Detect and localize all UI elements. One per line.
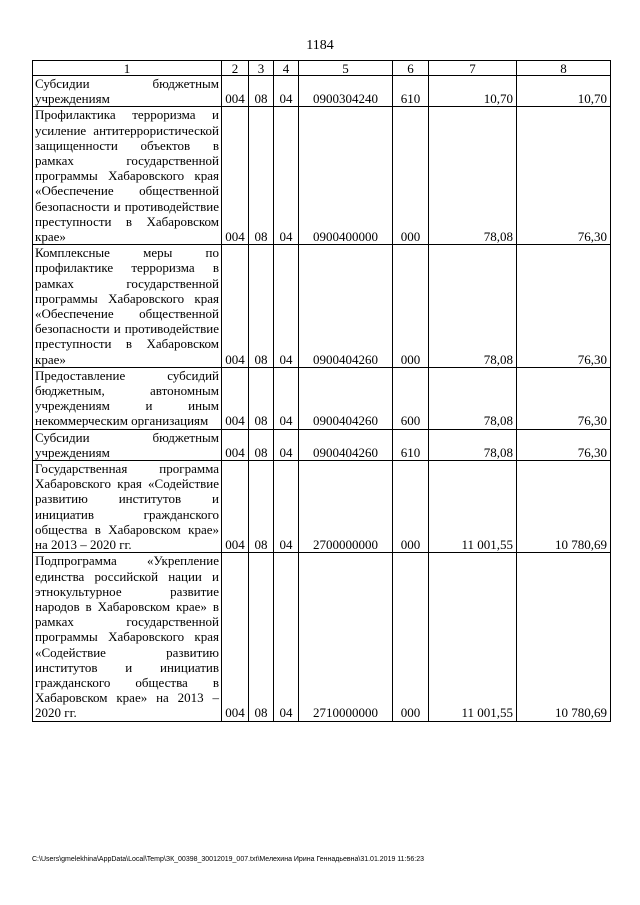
row-name: Комплексные меры по профилактике терроризма в рамках государственной программы Хабаровского края «Обеспечение общественной безопасности и противодействие преступности в Хабаровском крае» xyxy=(33,245,222,368)
cell-code-3: 08 xyxy=(249,429,274,460)
budget-table xyxy=(32,60,611,722)
cell-amount-8: 76,30 xyxy=(517,367,611,429)
column-header: 6 xyxy=(393,61,429,76)
cell-code-5: 0900404260 xyxy=(299,245,393,368)
column-header: 3 xyxy=(249,61,274,76)
cell-code-5: 2710000000 xyxy=(299,553,393,721)
column-header: 2 xyxy=(222,61,249,76)
cell-code-5: 0900400000 xyxy=(299,107,393,245)
cell-code-6: 610 xyxy=(393,429,429,460)
cell-code-2: 004 xyxy=(222,553,249,721)
cell-code-3: 08 xyxy=(249,107,274,245)
cell-amount-7: 78,08 xyxy=(429,429,517,460)
cell-amount-7: 10,70 xyxy=(429,76,517,107)
cell-amount-7: 78,08 xyxy=(429,107,517,245)
cell-code-4: 04 xyxy=(274,553,299,721)
cell-code-3: 08 xyxy=(249,76,274,107)
table-header-row xyxy=(33,61,611,76)
page-number: 1184 xyxy=(306,38,334,53)
table-row xyxy=(33,367,611,429)
table-row xyxy=(33,76,611,107)
row-name: Подпрограмма «Укрепление единства российской нации и этнокультурное развитие народов в Хабаровском крае» в рамках государственной программы Хабаровского края «Содействие развитию институтов и инициатив гражданского общества в Хабаровском крае» на 2013 – 2020 гг. xyxy=(33,553,222,721)
table-row xyxy=(33,107,611,245)
table-row xyxy=(33,461,611,553)
row-name: Субсидии бюджетным учреждениям xyxy=(33,76,222,107)
table-row xyxy=(33,245,611,368)
cell-amount-8: 76,30 xyxy=(517,245,611,368)
column-header: 7 xyxy=(429,61,517,76)
cell-code-3: 08 xyxy=(249,245,274,368)
row-name: Предоставление субсидий бюджетным, автономным учреждениям и иным некоммерческим организациям xyxy=(33,367,222,429)
cell-amount-8: 76,30 xyxy=(517,429,611,460)
cell-code-3: 08 xyxy=(249,461,274,553)
column-header: 4 xyxy=(274,61,299,76)
table-row xyxy=(33,429,611,460)
cell-code-5: 0900404260 xyxy=(299,429,393,460)
column-header: 1 xyxy=(33,61,222,76)
cell-code-6: 000 xyxy=(393,553,429,721)
cell-code-6: 000 xyxy=(393,245,429,368)
cell-code-6: 000 xyxy=(393,461,429,553)
cell-code-5: 0900404260 xyxy=(299,367,393,429)
cell-amount-7: 78,08 xyxy=(429,245,517,368)
cell-code-2: 004 xyxy=(222,107,249,245)
cell-code-2: 004 xyxy=(222,76,249,107)
cell-code-4: 04 xyxy=(274,461,299,553)
cell-code-4: 04 xyxy=(274,367,299,429)
cell-amount-7: 78,08 xyxy=(429,367,517,429)
cell-amount-8: 10 780,69 xyxy=(517,553,611,721)
cell-amount-7: 11 001,55 xyxy=(429,461,517,553)
cell-code-3: 08 xyxy=(249,553,274,721)
column-header: 8 xyxy=(517,61,611,76)
cell-amount-8: 10,70 xyxy=(517,76,611,107)
table-row xyxy=(33,553,611,721)
cell-amount-8: 10 780,69 xyxy=(517,461,611,553)
cell-code-3: 08 xyxy=(249,367,274,429)
cell-code-4: 04 xyxy=(274,429,299,460)
cell-code-6: 610 xyxy=(393,76,429,107)
row-name: Государственная программа Хабаровского края «Содействие развитию институтов и инициатив гражданского общества в Хабаровском крае» на 2013 – 2020 гг. xyxy=(33,461,222,553)
cell-code-4: 04 xyxy=(274,76,299,107)
column-header: 5 xyxy=(299,61,393,76)
cell-amount-7: 11 001,55 xyxy=(429,553,517,721)
cell-code-5: 2700000000 xyxy=(299,461,393,553)
row-name: Профилактика терроризма и усиление антитеррористической защищенности объектов в рамках государственной программы Хабаровского края «Обеспечение общественной безопасности и противодействие преступности в Хабаровском крае» xyxy=(33,107,222,245)
cell-code-6: 600 xyxy=(393,367,429,429)
cell-code-4: 04 xyxy=(274,245,299,368)
cell-code-5: 0900304240 xyxy=(299,76,393,107)
cell-code-2: 004 xyxy=(222,461,249,553)
cell-code-4: 04 xyxy=(274,107,299,245)
cell-amount-8: 76,30 xyxy=(517,107,611,245)
file-path-footer: C:\Users\gmelekhina\AppData\Local\Temp\ЗК_00398_30012019_007.txt\Мелехина Ирина Геннадьевна\31.01.2019 11:56:23 xyxy=(32,856,425,863)
cell-code-6: 000 xyxy=(393,107,429,245)
cell-code-2: 004 xyxy=(222,367,249,429)
cell-code-2: 004 xyxy=(222,429,249,460)
row-name: Субсидии бюджетным учреждениям xyxy=(33,429,222,460)
cell-code-2: 004 xyxy=(222,245,249,368)
